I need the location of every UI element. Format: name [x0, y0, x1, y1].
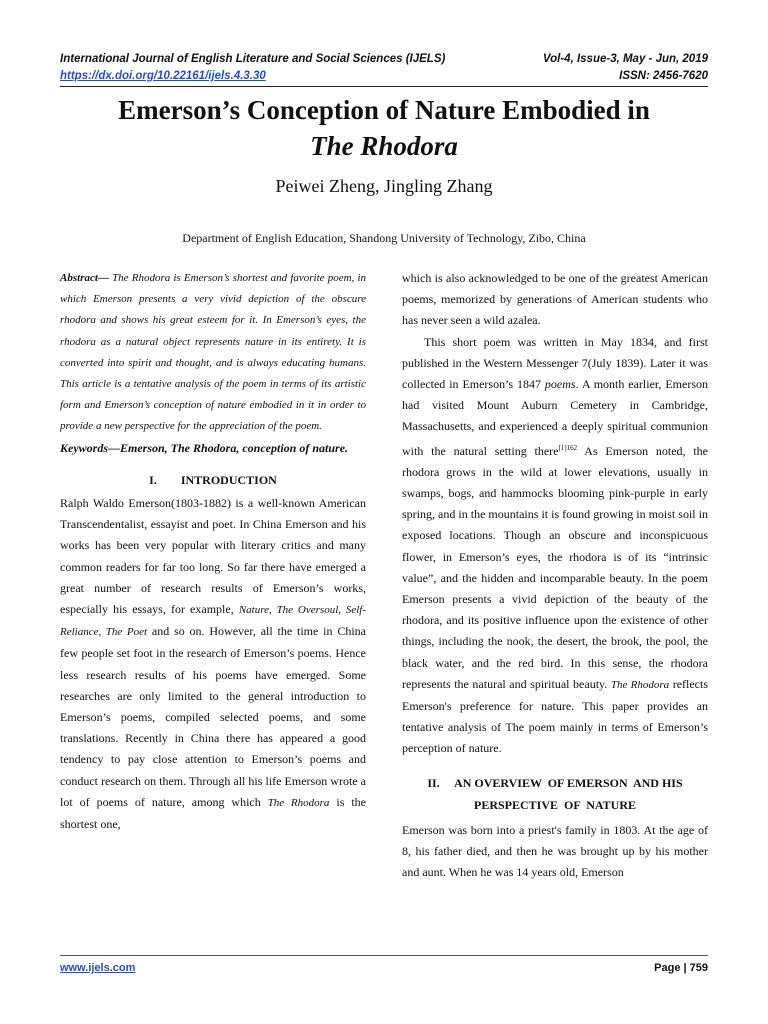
section-heading-introduction: I. INTRODUCTION: [149, 472, 277, 487]
footer-rule: [60, 955, 708, 956]
paragraph-2: This short poem was written in May 1834, and first published in the Western Messenger 7(July 1839). Later it was collected in Emerson’s 1847 poems. A month earlier, Emerson had visited Mount Auburn Cemetery in Cambridge, Massachusetts, and experienced a deeply spiritual communion with the natural setting there$^{[1]162}$ As Emerson noted, the rhodora grows in the wild at lower elevations, usually in swamps, bogs, and hammocks blooming pink-purple in early spring, and in the mountains it is found growing in moist soil in exposed locations. Though an obscure and inconspicuous flower, in Emerson’s eyes, the rhodora is of its “intrinsic value”, and the hidden and incomparable beauty. In the poem Emerson presents a vivid depiction of the beauty of the rhodora, and its positive influence upon the existence of other things, including the nook, the desert, the brook, the pool, the black water, and the red bird. In this sense, the rhodora represents the natural and spiritual beauty. The Rhodora reflects Emerson's preference for nature. This paper provides an tentative analysis of The poem mainly in terms of Emerson’s perception of nature.: [402, 334, 709, 756]
title-line-2: The Rhodora: [310, 131, 458, 161]
authors: Peiwei Zheng, Jingling Zhang: [275, 176, 493, 196]
right-column: [402, 268, 708, 883]
affiliation: Department of English Education, Shandong University of Technology, Zibo, China: [182, 231, 586, 245]
title-line-1: Emerson’s Conception of Nature Embodied in: [118, 95, 650, 125]
keywords: Keywords—Emerson, The Rhodora, conception of nature.: [60, 440, 349, 455]
journal-name: International Journal of English Literature and Social Sciences (IJELS): [60, 53, 446, 65]
section-heading-overview: II. AN OVERVIEW OF EMERSON AND HIS PERSPECTIVE OF NATURE: [427, 775, 683, 812]
doi-link[interactable]: https://dx.doi.org/10.22161/ijels.4.3.30: [60, 70, 266, 82]
site-link[interactable]: www.ijels.com: [60, 962, 136, 974]
volume-info: Vol-4, Issue-3, May - Jun, 2019: [542, 53, 708, 65]
left-column: [60, 268, 366, 835]
header-rule: [60, 86, 708, 87]
paragraph-3: Emerson was born into a priest's family in 1803. At the age of 8, his father died, and then he was brought up by his mother and aunt. When he was 14 years old, Emerson: [402, 822, 708, 880]
paragraph-1: which is also acknowledged to be one of the greatest American poems, memorized by generations of American students who has never seen a wild azalea.: [402, 271, 708, 328]
paper-title: [40, 92, 728, 164]
page-number: Page | 759: [654, 962, 708, 974]
issn: ISSN: 2456-7620: [619, 70, 708, 82]
intro-paragraph: Ralph Waldo Emerson(1803-1882) is a well-known American Transcendentalist, essayist and poet. In China Emerson and his works has been very popular with literary critics and many common readers for far too long. So far there have emerged a great number of research results of Emerson’s works, especially his essays, for example, Nature, The Oversoul, Self-Reliance, The Poet and so on. However, all the time in China few people set foot in the research of Emerson’s poems. Hence less research results of his poems have emerged. Some researches are only limited to the general introduction to Emerson’s poems, compiled selected poems, and some translations. Recently in China there has appeared a good tendency to pay close attention to Emerson’s poems and conduct research on them. Through all his life Emerson wrote a lot of poems of nature, among which The Rhodora is the shortest one,: [60, 496, 367, 832]
abstract-label: Abstract—: [60, 272, 109, 284]
abstract: Abstract— The Rhodora is Emerson’s shortest and favorite poem, in which Emerson presents a very vivid depiction of the obscure rhodora and shows his great esteem for it. In Emerson’s eyes, the rhodora as a natural object represents nature in its entirety. It is converted into spirit and thought, and is always educating humans. This article is a tentative analysis of the poem in terms of its artistic form and Emerson’s conception of nature embodied in it in order to provide a new perspective for the appreciation of the poem.: [60, 272, 366, 433]
